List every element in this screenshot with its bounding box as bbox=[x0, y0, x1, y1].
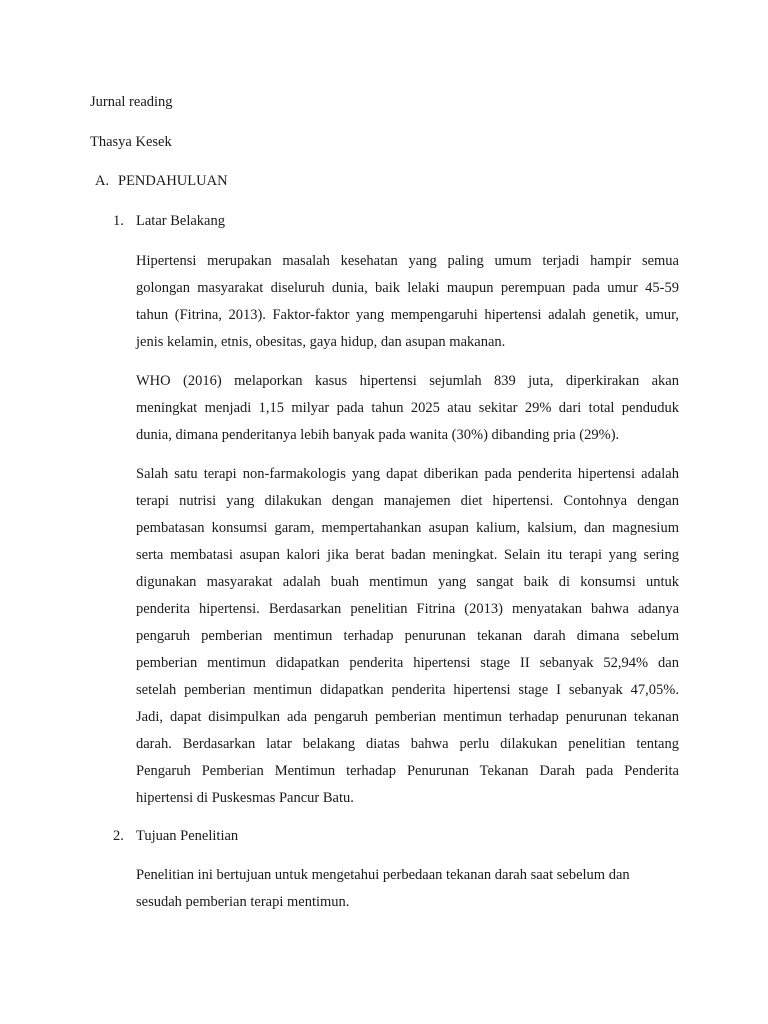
paragraph-line: darah. Berdasarkan latar belakang diatas bahwa perlu dilakukan penelitian tentang bbox=[136, 736, 679, 752]
subsection-title: Tujuan Penelitian bbox=[136, 828, 239, 844]
paragraph-line: Penelitian ini bertujuan untuk mengetahui perbedaan tekanan darah saat sebelum dan bbox=[136, 867, 630, 883]
paragraph-line: setelah pemberian mentimun didapatkan penderita hipertensi stage I sebanyak 47,05%. bbox=[136, 682, 679, 698]
paragraph-line: WHO (2016) melaporkan kasus hipertensi sejumlah 839 juta, diperkirakan akan bbox=[136, 373, 679, 389]
paragraph-line: hipertensi di Puskesmas Pancur Batu. bbox=[136, 790, 354, 806]
subsection-title: Latar Belakang bbox=[136, 213, 225, 229]
document-type-label: Jurnal reading bbox=[90, 94, 173, 110]
author-name: Thasya Kesek bbox=[90, 134, 172, 150]
paragraph-line: terapi nutrisi yang dilakukan dengan manajemen diet hipertensi. Contohnya dengan bbox=[136, 493, 679, 509]
section-marker: A. bbox=[95, 173, 110, 189]
paragraph-line: digunakan masyarakat adalah buah mentimun yang sangat baik di konsumsi untuk bbox=[136, 574, 679, 590]
paragraph-line: penderita hipertensi. Berdasarkan penelitian Fitrina (2013) menyatakan bahwa adanya bbox=[136, 601, 679, 617]
paragraph-line: serta membatasi asupan kalori jika berat badan meningkat. Selain itu terapi yang sering bbox=[136, 547, 679, 563]
section-title: PENDAHULUAN bbox=[118, 173, 228, 189]
paragraph-line: dunia, dimana penderitanya lebih banyak pada wanita (30%) dibanding pria (29%). bbox=[136, 427, 620, 443]
paragraph-line: tahun (Fitrina, 2013). Faktor-faktor yang mempengaruhi hipertensi adalah genetik, umur, bbox=[136, 307, 679, 323]
paragraph-line: pemberian mentimun didapatkan penderita hipertensi stage II sebanyak 52,94% dan bbox=[136, 655, 679, 671]
paragraph-line: Salah satu terapi non-farmakologis yang dapat diberikan pada penderita hipertensi adalah bbox=[136, 466, 679, 482]
paragraph-line: Jadi, dapat disimpulkan ada pengaruh pemberian mentimun terhadap penurunan tekanan bbox=[136, 709, 679, 725]
paragraph-line: Hipertensi merupakan masalah kesehatan yang paling umum terjadi hampir semua bbox=[136, 253, 679, 269]
subsection-marker: 1. bbox=[113, 213, 124, 229]
paragraph-line: pengaruh pemberian mentimun terhadap penurunan tekanan darah dimana sebelum bbox=[136, 628, 679, 644]
paragraph-line: golongan masyarakat diseluruh dunia, baik lelaki maupun perempuan pada umur 45-59 bbox=[136, 280, 679, 296]
paragraph-line: pembatasan konsumsi garam, mempertahankan asupan kalium, kalsium, dan magnesium bbox=[136, 520, 679, 536]
paragraph-line: Pengaruh Pemberian Mentimun terhadap Penurunan Tekanan Darah pada Penderita bbox=[136, 763, 679, 779]
paragraph-line: jenis kelamin, etnis, obesitas, gaya hidup, dan asupan makanan. bbox=[136, 334, 506, 350]
subsection-marker: 2. bbox=[113, 828, 124, 844]
paragraph-line: meningkat menjadi 1,15 milyar pada tahun 2025 atau sekitar 29% dari total penduduk bbox=[136, 400, 679, 416]
paragraph-line: sesudah pemberian terapi mentimun. bbox=[136, 894, 350, 910]
